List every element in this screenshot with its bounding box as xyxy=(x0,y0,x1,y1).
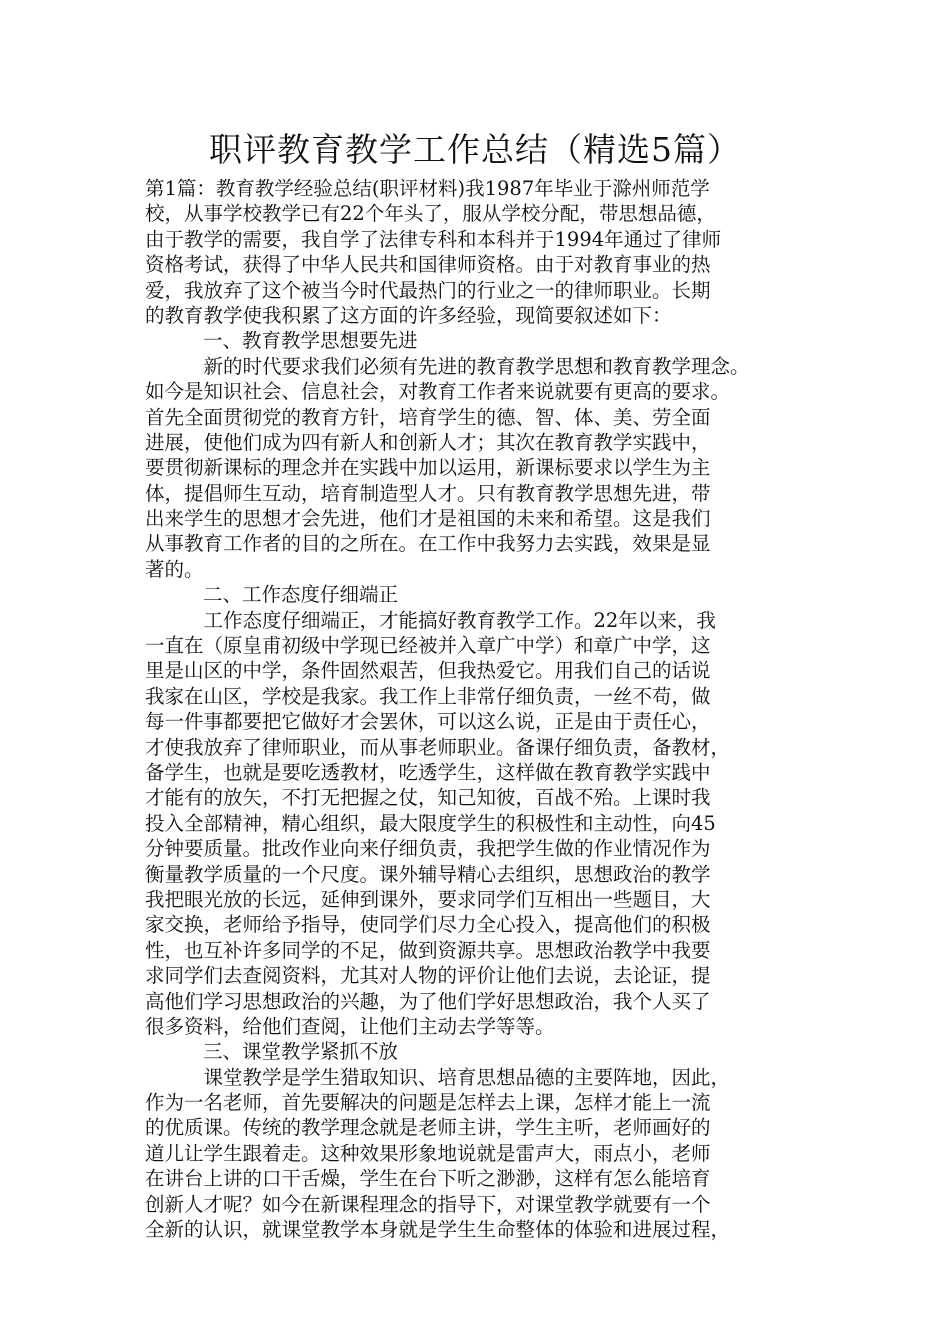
body-line: 我家在山区，学校是我家。我工作上非常仔细负责，一丝不苟，做 xyxy=(145,684,711,708)
body-line: 备学生，也就是要吃透教材，吃透学生，这样做在教育教学实践中 xyxy=(145,760,711,784)
body-line: 由于教学的需要，我自学了法律专科和本科并于1994年通过了律师 xyxy=(145,227,722,251)
body-line: 分钟要质量。批改作业向来仔细负责，我把学生做的作业情况作为 xyxy=(145,837,711,861)
body-line: 才能有的放矢，不打无把握之仗，知己知彼，百战不殆。上课时我 xyxy=(145,786,711,810)
body-line: 道儿让学生跟着走。这种效果形象地说就是雷声大，雨点小，老师 xyxy=(145,1141,711,1165)
document-body xyxy=(145,176,805,1242)
body-line: 新的时代要求我们必须有先进的教育教学思想和教育教学理念。 xyxy=(145,354,750,378)
body-line: 要贯彻新课标的理念并在实践中加以运用，新课标要求以学生为主 xyxy=(145,456,711,480)
body-line: 性，也互补许多同学的不足，做到资源共享。思想政治教学中我要 xyxy=(145,938,711,962)
body-line: 作为一名老师，首先要解决的问题是怎样去上课，怎样才能上一流 xyxy=(145,1091,711,1115)
body-line: 校，从事学校教学已有22个年头了，服从学校分配，带思想品德， xyxy=(145,202,716,226)
body-line: 每一件事都要把它做好才会罢休，可以这么说，正是由于责任心， xyxy=(145,710,711,734)
body-line: 课堂教学是学生猎取知识、培育思想品德的主要阵地，因此， xyxy=(145,1065,731,1089)
body-line: 创新人才呢？如今在新课程理念的指导下，对课堂教学就要有一个 xyxy=(145,1192,711,1216)
body-line: 高他们学习思想政治的兴趣，为了他们学好思想政治，我个人买了 xyxy=(145,989,711,1013)
body-line: 求同学们去查阅资料，尤其对人物的评价让他们去说，去论证，提 xyxy=(145,964,711,988)
body-line: 进展，使他们成为四有新人和创新人才；其次在教育教学实践中， xyxy=(145,430,711,454)
body-line: 如今是知识社会、信息社会，对教育工作者来说就要有更高的要求。 xyxy=(145,380,731,404)
body-line: 出来学生的思想才会先进，他们才是祖国的未来和希望。这是我们 xyxy=(145,507,711,531)
body-line: 里是山区的中学，条件固然艰苦，但我热爱它。用我们自己的话说 xyxy=(145,659,711,683)
body-line: 资格考试，获得了中华人民共和国律师资格。由于对教育事业的热 xyxy=(145,253,711,277)
document-title: 职评教育教学工作总结（精选5篇） xyxy=(209,130,741,169)
body-line: 工作态度仔细端正，才能搞好教育教学工作。22年以来，我 xyxy=(145,608,716,632)
body-line: 著的。 xyxy=(145,557,204,581)
body-line: 很多资料，给他们查阅，让他们主动去学等等。 xyxy=(145,1014,555,1038)
section-heading: 一、教育教学思想要先进 xyxy=(203,329,418,353)
body-line: 衡量教学质量的一个尺度。课外辅导精心去组织，思想政治的教学 xyxy=(145,862,711,886)
section-heading: 二、工作态度仔细端正 xyxy=(203,583,399,607)
body-line: 在讲台上讲的口干舌燥，学生在台下听之渺渺，这样有怎么能培育 xyxy=(145,1167,711,1191)
body-line: 家交换，老师给予指导，使同学们尽力全心投入，提高他们的积极 xyxy=(145,913,711,937)
body-line: 的教育教学使我积累了这方面的许多经验，现简要叙述如下： xyxy=(145,303,672,327)
body-line: 一直在（原皇甫初级中学现已经被并入章广中学）和章广中学，这 xyxy=(145,634,711,658)
body-line: 全新的认识，就课堂教学本身就是学生生命整体的体验和进展过程， xyxy=(145,1218,731,1242)
body-line: 的优质课。传统的教学理念就是老师主讲，学生主听，老师画好的 xyxy=(145,1116,711,1140)
body-line: 我把眼光放的长远，延伸到课外，要求同学们互相出一些题目，大 xyxy=(145,887,711,911)
body-line: 体，提倡师生互动，培育制造型人才。只有教育教学思想先进，带 xyxy=(145,481,711,505)
body-line: 从事教育工作者的目的之所在。在工作中我努力去实践，效果是显 xyxy=(145,532,711,556)
body-line: 投入全部精神，精心组织，最大限度学生的积极性和主动性，向45 xyxy=(145,811,716,835)
body-line: 第1篇：教育教学经验总结(职评材料)我1987年毕业于滁州师范学 xyxy=(145,177,710,200)
body-line: 才使我放弃了律师职业，而从事老师职业。备课仔细负责，备教材， xyxy=(145,735,731,759)
section-heading: 三、课堂教学紧抓不放 xyxy=(203,1040,399,1064)
body-line: 首先全面贯彻党的教育方针，培育学生的德、智、体、美、劳全面 xyxy=(145,405,711,429)
body-line: 爱，我放弃了这个被当今时代最热门的行业之一的律师职业。长期 xyxy=(145,278,711,302)
